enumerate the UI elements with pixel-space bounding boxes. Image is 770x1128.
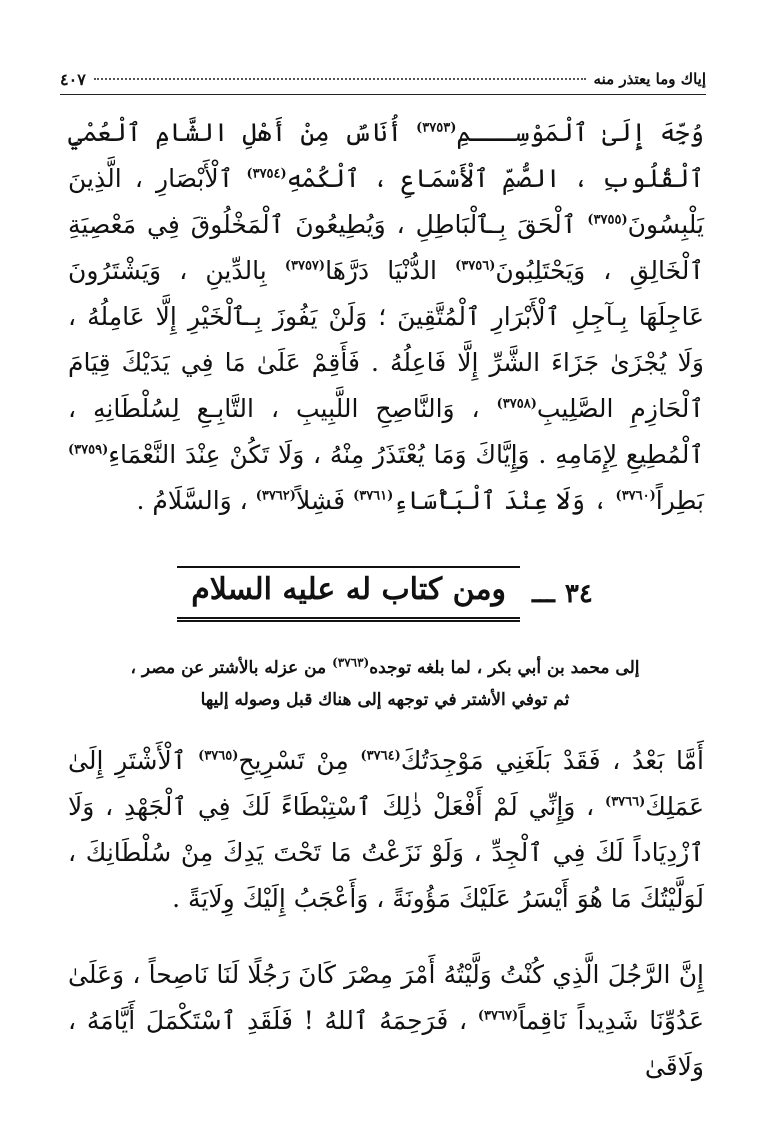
footnote-marker: (٣٧٦٦) [605, 794, 646, 810]
text-run: الدُّنْيَا دَرَّهَا [325, 256, 456, 285]
footnote-marker: (٣٧٦٥) [198, 748, 239, 764]
context-line-2: ثم توفي الأشتر في توجهه إلى هناك قبل وصوله إليها [200, 690, 570, 710]
context-line-1 [90, 652, 680, 684]
footnote-marker: (٣٧٥٧) [284, 258, 326, 274]
footnote-marker: (٣٧٥٦) [455, 258, 496, 274]
section-title-calligraphy: ومن كتاب له عليه السلام [177, 566, 520, 622]
text-run: ، وَإِنِّي لَمْ أَفْعَلْ ذٰلِكَ ٱسْتِبْطَاءً لَكَ فِي ٱلْجَهْدِ ، وَلَا ٱزْدِيَاداً لَكَ فِي ٱلْجِدِّ ، وَلَوْ نَزَعْتُ مَا تَحْتَ يَدِكَ مِنْ سُلْطَانِكَ ، لَوَلَّيْتُكَ مَا هُوَ أَيْسَرُ عَلَيْكَ مَؤُونَةً ، وَأَعْجَبُ إِلَيْكَ وِلَايَةً . [68, 792, 704, 913]
text-run: مِنْ تَسْرِيحِ [238, 746, 361, 775]
text-run: ٱلْحَقَ بِـٱلْبَاطِلِ ، وَيُطِيعُونَ ٱلْمَخْلُوقَ فِي مَعْصِيَةِ ٱلْخَالِقِ ، وَيَحْتَلِبُونَ [68, 210, 704, 285]
running-title: إياك وما يعتذر منه [593, 70, 706, 88]
text-run: بِالدِّينِ ، وَيَشْتَرُونَ عَاجِلَهَا بِـآجِلِ ٱلْأَبْرَارِ ٱلْمُتَّقِينَ ؛ وَلَنْ يَفُوزَ بِـٱلْخَيْرِ إِلَّا عَامِلُهُ ، وَلَا يُجْزَىٰ جَزَاءَ الشَّرِّ إِلَّا فَاعِلُهُ . فَأَقِمْ عَلَىٰ مَا فِي يَدَيْكَ قِيَامَ ٱلْحَازِمِ الصَّلِيبِ [68, 256, 704, 423]
text-run: وُجِّهَ إِلَىٰ ٱلْمَوْسِـــمِ [456, 118, 704, 147]
text-run: فَشِلاً [295, 486, 354, 515]
footnote-marker: (٣٧٦٧) [477, 1008, 519, 1024]
text-run: ، وَلَا عِنْدَ ٱلْبَأْسَاءِ [393, 486, 616, 515]
paragraph-text [68, 952, 704, 1090]
footnote-marker: (٣٧٦٢) [255, 488, 296, 504]
footnote-marker: (٣٧٦٠) [615, 488, 656, 504]
footnote-marker: (٣٧٥٣) [416, 120, 457, 136]
footnote-marker: (٣٧٦١) [353, 488, 394, 504]
text-run: بَطِراً [655, 486, 704, 515]
text-run: ، وَالنَّاصِحِ اللَّبِيبِ ، التَّابِـعِ لِسُلْطَانِهِ ، ٱلْمُطِيعِ لِإِمَامِهِ . وَإِيَّاكَ وَمَا يُعْتَذَرُ مِنْهُ ، وَلَا تَكُنْ عِنْدَ النَّعْمَاءِ [68, 394, 704, 469]
paragraph-text [68, 738, 704, 922]
letter-context [90, 652, 680, 716]
text-run: ، فَرَحِمَهُ ٱللهُ ! فَلَقَدِ ٱسْتَكْمَلَ أَيَّامَهُ ، وَلَاقَىٰ [68, 1006, 704, 1081]
footnote-marker: (٣٧٥٨) [496, 396, 537, 412]
running-header [60, 64, 706, 95]
footnote-marker: (٣٧٦٤) [360, 748, 401, 764]
text-run: إِنَّ الرَّجُلَ الَّذِي كُنْتُ وَلَّيْتُهُ أَمْرَ مِصْرَ كَانَ رَجُلًا لَنَا نَاصِحاً ، وَعَلَىٰ عَدُوِّنَا شَدِيداً نَاقِماً [68, 960, 704, 1035]
text-run: أَمَّا بَعْدُ ، فَقَدْ بَلَغَنِي مَوْجِدَتُكَ [400, 746, 704, 775]
text-run: ٱلْأَشْتَرِ إِلَىٰ عَمَلِكَ [68, 746, 704, 821]
footnote-marker: (٣٧٦٣) [332, 655, 370, 670]
page-number: ٤٠٧ [60, 69, 86, 89]
paragraph-text [68, 110, 704, 524]
context-line-1-b: من عزله بالأشتر عن مصر ، [130, 658, 333, 678]
header-dot-leader [94, 78, 586, 80]
letter-paragraph-1 [68, 738, 704, 922]
context-line-1-a: إلى محمد بن أبي بكر ، لما بلغه توجده [369, 658, 640, 678]
letter-paragraph-2 [68, 952, 704, 1090]
footnote-marker: (٣٧٥٩) [68, 442, 109, 458]
top-paragraph [68, 110, 704, 524]
text-run: أُنَاسٌ مِنْ أَهْلِ الشَّامِ ٱلْعُمْيِ ٱلْقُلُوبِ ، الصُّمِّ ٱلْأَسْمَاعِ ، ٱلْكُمْهِ [68, 118, 704, 193]
footnote-marker: (٣٧٥٤) [246, 166, 287, 182]
section-number: ٣٤ [564, 579, 593, 609]
section-heading [0, 562, 770, 626]
text-run: ، وَالسَّلَامُ . [136, 486, 256, 515]
footnote-marker: (٣٧٥٥) [587, 212, 628, 228]
section-dash: ـــ [532, 579, 555, 609]
text-run: ٱلْأَبْصَارِ ، الَّذِينَ يَلْبِسُونَ [68, 164, 704, 239]
